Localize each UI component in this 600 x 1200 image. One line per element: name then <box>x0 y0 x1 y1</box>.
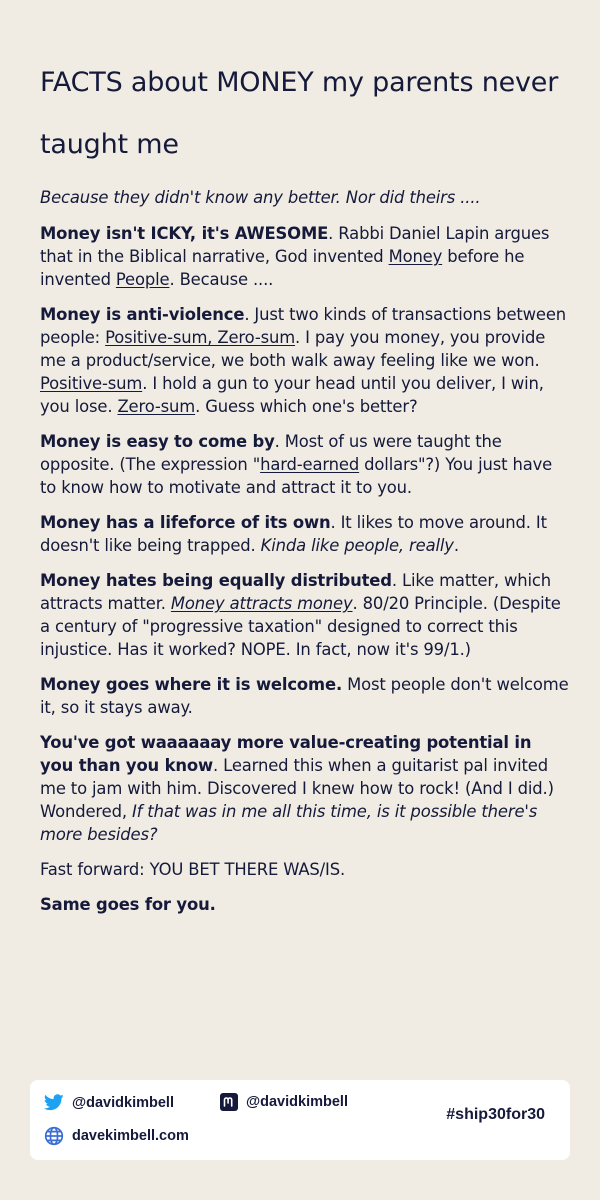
paragraph-text: . Because .... <box>169 270 274 289</box>
mastodon-handle[interactable] <box>220 1093 348 1111</box>
paragraph-text: Most people don't welcome it, so it stays away. <box>40 675 569 717</box>
globe-icon <box>44 1126 64 1146</box>
page-title: FACTS about MONEY my parents never taught me <box>40 67 559 160</box>
article <box>40 52 570 928</box>
paragraph-welcome <box>40 673 570 719</box>
paragraph-same-goes <box>40 893 570 916</box>
paragraph-text: . It likes to move around. It doesn't like being trapped. <box>40 513 547 555</box>
intro-paragraph <box>40 186 570 209</box>
paragraph-easy <box>40 430 570 499</box>
paragraph-text: . Most of us were taught the opposite. (The expression " <box>40 432 502 474</box>
website-text: davekimbell.com <box>72 1128 189 1144</box>
link-positive-sum[interactable]: Positive-sum <box>40 374 143 393</box>
paragraph-text: . Just two kinds of transactions between people: <box>40 305 567 347</box>
mastodon-icon <box>220 1093 238 1111</box>
link-zero-sum[interactable]: Zero-sum <box>117 397 196 416</box>
link-people[interactable]: People <box>115 270 170 289</box>
paragraph-heading: Money hates being equally distributed <box>40 571 392 590</box>
paragraph-distributed <box>40 569 570 661</box>
intro-text: Because they didn't know any better. Nor did theirs .... <box>40 188 481 207</box>
paragraph-text: before he invented <box>40 247 525 289</box>
paragraph-heading: Money isn't ICKY, it's AWESOME <box>40 224 329 243</box>
website-link[interactable] <box>44 1126 189 1146</box>
paragraph-potential <box>40 731 570 846</box>
author-footer <box>30 1080 570 1160</box>
twitter-handle[interactable] <box>44 1094 174 1111</box>
paragraph-text: . Learned this when a guitarist pal invited me to jam with him. Discovered I knew how to rock! (And I did.) Wondered, <box>40 756 554 821</box>
paragraph-text: . Like matter, which attracts matter. <box>40 571 552 613</box>
closing-text: Same goes for you. <box>40 895 216 914</box>
paragraph-text: . Guess which one's better? <box>195 397 418 416</box>
paragraph-italic: Kinda like people, really <box>260 536 454 555</box>
paragraph-text: . Rabbi Daniel Lapin argues that in the Biblical narrative, God invented <box>40 224 550 266</box>
paragraph-icky <box>40 222 570 291</box>
paragraph-heading: You've got waaaaaay more value-creating potential in you than you know <box>40 733 532 775</box>
link-hard-earned[interactable]: hard-earned <box>260 455 360 474</box>
twitter-handle-text: @davidkimbell <box>72 1094 174 1111</box>
paragraph-heading: Money has a lifeforce of its own <box>40 513 331 532</box>
paragraph-text: . 80/20 Principle. (Despite a century of "progressive taxation" designed to correct this injustice. Has it worked? NOPE. In fact, now it's 99/1.) <box>40 594 561 659</box>
paragraph-text: . I pay you money, you provide me a product/service, we both walk away feeling like we won. <box>40 328 546 370</box>
hashtag: #ship30for30 <box>446 1106 545 1123</box>
paragraph-text: . <box>453 536 459 555</box>
paragraph-italic: If that was in me all this time, is it possible there's more besides? <box>40 802 538 844</box>
paragraph-heading: Money is easy to come by <box>40 432 275 451</box>
paragraph-lifeforce <box>40 511 570 557</box>
paragraph-anti-violence <box>40 303 570 418</box>
paragraph-text: . I hold a gun to your head until you deliver, I win, you lose. <box>40 374 544 416</box>
paragraph-heading: Money is anti-violence <box>40 305 245 324</box>
mastodon-handle-text: @davidkimbell <box>246 1094 348 1110</box>
link-positive-zero-sum[interactable]: Positive-sum, Zero-sum <box>105 328 296 347</box>
link-money-attracts-money[interactable]: Money attracts money <box>170 594 353 613</box>
paragraph-text: dollars"?) You just have to know how to motivate and attract it to you. <box>40 455 553 497</box>
twitter-icon <box>44 1094 64 1111</box>
paragraph-heading: Money goes where it is welcome. <box>40 675 343 694</box>
link-money[interactable]: Money <box>388 247 443 266</box>
paragraph-fast-forward: Fast forward: YOU BET THERE WAS/IS. <box>40 860 346 879</box>
